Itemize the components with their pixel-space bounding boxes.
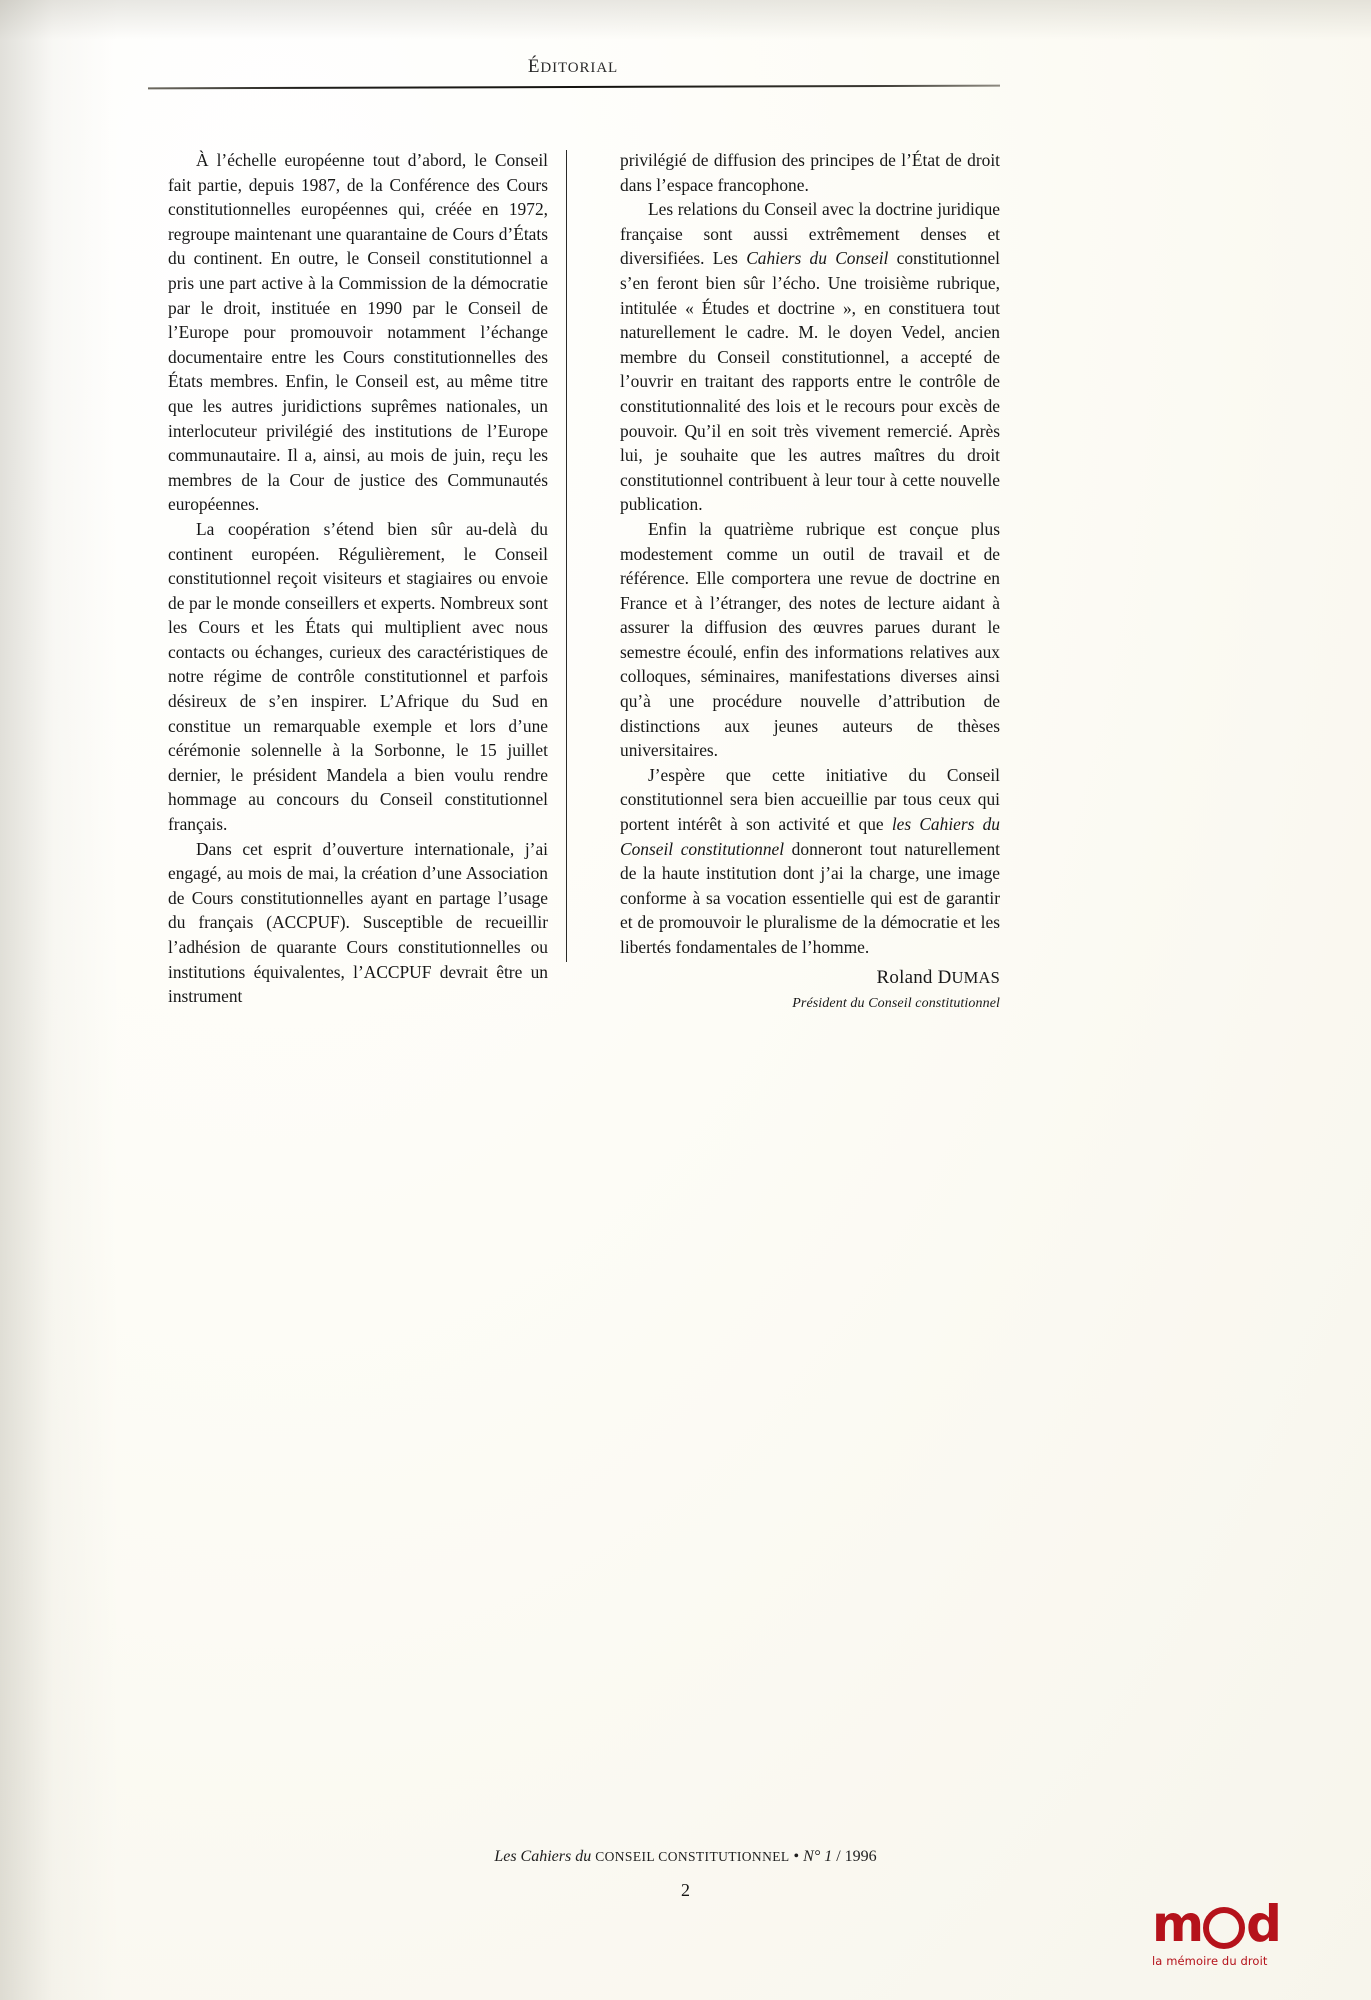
author-first-name: Roland [876,966,938,988]
paragraph-continuation: privilégié de diffusion des principes de l’État de droit dans l’espace francophone. [620,150,1000,195]
running-head-initial: É [527,56,541,77]
footer-journal-smallcaps: CONSEIL CONSTITUTIONNEL [595,1849,790,1864]
left-column [168,148,548,1009]
paragraph: Enfin la quatrième rubrique est conçue plus modestement comme un outil de travail et de référence. Elle comportera une revue de doctrine en France et à l’étranger, des notes de lecture aidant à assurer la diffusion des œuvres parues durant le semestre écoulé, enfin des informations relatives aux colloques, séminaires, manifestations diverses ainsi qu’à une procédure nouvelle d’attribution de distinctions aux jeunes auteurs de thèses universitaires. [620,518,1000,761]
logo-ring-icon [1203,1907,1245,1949]
running-head-rest: DITORIAL [540,60,619,76]
paragraph [620,763,1000,960]
footer-bullet: • [789,1848,804,1865]
paragraph: À l’échelle européenne tout d’abord, le Conseil fait partie, depuis 1987, de la Conférence des Cours constitutionnelles européennes qui, créée en 1972, regroupe maintenant une quarantaine de Cours d’États du continent. En outre, le Conseil constitutionnel a pris une part active à la Commission de la démocratie par le droit, instituée en 1990 par le Conseil de l’Europe pour promouvoir notamment l’échange documentaire entre les Cours constitutionnelles des États membres. Enfin, le Conseil est, au même titre que les autres juridictions suprêmes nationales, un interlocuteur privilégié des institutions de l’Europe communautaire. Il a, ainsi, au mois de juin, reçu les membres de la Cour de justice des Communautés européennes. [168,150,548,515]
mdd-wordmark [1152,1895,1342,1953]
right-column [620,148,1000,1017]
mdd-tagline: la mémoire du droit [1152,1954,1268,1968]
logo-letter-d: d [1246,1895,1280,1953]
footer-journal-italic: Les Cahiers du [494,1848,596,1865]
paragraph-text: Les relations du Conseil avec la doctrine juridique française sont aussi extrêmement denses et diversifiées. Les [620,199,1000,269]
signature-block [620,966,1000,1017]
author-role: Président du Conseil constitutionnel [792,996,1000,1012]
paragraph-text: constitutionnel s’en feront bien sûr l’écho. Une troisième rubrique, intitulée « Études et doctrine », en constituera tout naturellement le cadre. M. le doyen Vedel, ancien membre du Conseil constitutionnel, a accepté de l’ouvrir en traitant des rapports entre le contrôle de constitutionnalité des lois et le recours pour excès de pouvoir. Qu’il en soit très vivement remercié. Après lui, je souhaite que les autres maîtres du droit constitutionnel contribuent à leur tour à cette nouvelle publication. [620,248,1001,515]
italic-title: les Cahiers du Conseil constitutionnel [620,814,1001,859]
running-head-label [527,56,619,77]
author-surname-rest: UMAS [951,967,1000,987]
running-head [148,56,998,78]
footer-year: / 1996 [832,1848,877,1865]
body-columns [168,148,1000,1017]
page-footer [0,1848,1371,1901]
logo-letter-m: m [1152,1895,1203,1953]
footer-citation [0,1848,1371,1866]
paragraph-text: donneront tout naturellement de la haute institution dont j’ai la charge, une image conforme à sa vocation essentielle qui est de garantir et de promouvoir le pluralisme de la démocratie et les libertés fondamentales de l’homme. [620,838,1001,957]
page-number: 2 [681,1880,690,1900]
paragraph-text: J’espère que cette initiative du Conseil constitutionnel sera bien accueillie par tous ceux qui portent intérêt à son activité et que [620,764,1000,835]
mdd-logo [1152,1895,1342,1980]
author-name [620,966,1000,991]
author-surname-initial: D [937,966,952,988]
paragraph [620,197,1000,517]
paragraph: Dans cet esprit d’ouverture internationale, j’ai engagé, au mois de mai, la création d’une Association de Cours constitutionnelles ayant en partage l’usage du français (ACCPUF). Susceptible de recueillir l’adhésion de quarante Cours constitutionnelles ou institutions équivalentes, l’ACCPUF devrait être un instrument [168,838,548,1007]
italic-title: Cahiers du Conseil [746,248,889,269]
paragraph: La coopération s’étend bien sûr au-delà du continent européen. Régulièrement, le Conseil constitutionnel reçoit visiteurs et stagiaires ou envoie de par le monde conseillers et experts. Nombreux sont les Cours et les États qui multiplient avec nous contacts ou échanges, curieux des caractéristiques de notre régime de contrôle constitutionnel et parfois désireux de s’en inspirer. L’Afrique du Sud en constitue un remarquable exemple et lors d’une cérémonie solennelle à la Sorbonne, le 15 juillet dernier, le président Mandela a bien voulu rendre hommage au concours du Conseil constitutionnel français. [168,518,548,835]
footer-issue: N° 1 [803,1848,833,1865]
